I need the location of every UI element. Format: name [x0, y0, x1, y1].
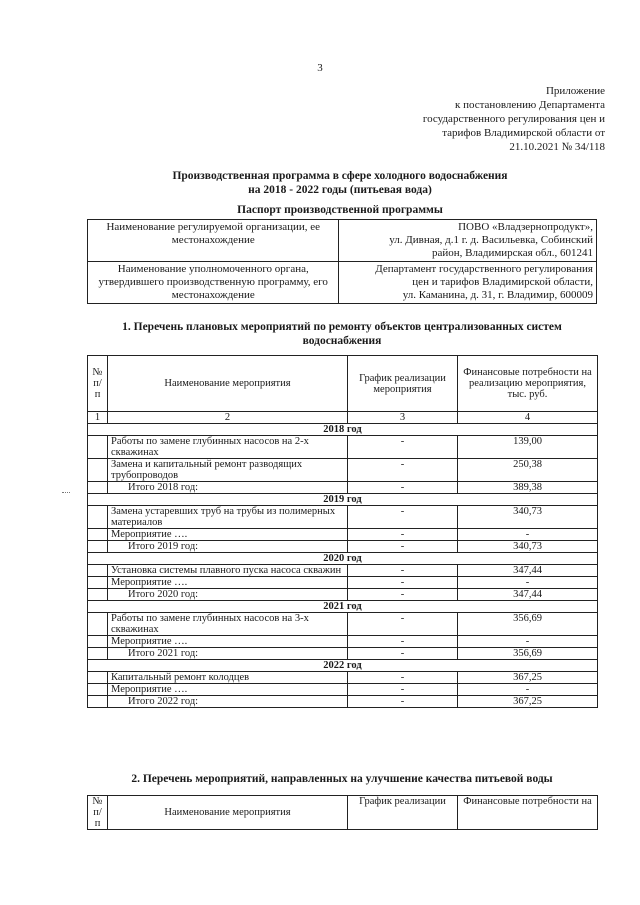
- appendix-line: к постановлению Департамента: [454, 99, 605, 111]
- appendix-line: государственного регулирования цен и: [422, 113, 605, 125]
- table-row: Капитальный ремонт колодцев - 367,25: [88, 672, 598, 684]
- total-row: Итого 2019 год: - 340,73: [88, 541, 598, 553]
- table-row: Замена устаревших труб на трубы из полимерных материалов - 340,73: [88, 506, 598, 529]
- section1-table: [87, 355, 598, 708]
- table-row: Работы по замене глубинных насосов на 3-х скважинах - 356,69: [88, 613, 598, 636]
- year-row: 2019 год: [88, 494, 598, 506]
- passport-row: [88, 262, 597, 304]
- header-schedule: График реализации: [348, 796, 458, 830]
- section1-title: 1. Перечень плановых мероприятий по ремонту объектов централизованных систем водоснабжения: [122, 321, 562, 347]
- passport-label: Наименование уполномоченного органа, утвердившего производственную программу, его местонахождение: [88, 262, 339, 304]
- header-finance: Финансовые потребности на реализацию мероприятия, тыс. руб.: [458, 356, 598, 412]
- table-row: Мероприятие …. - -: [88, 684, 598, 696]
- header-name: Наименование мероприятия: [108, 796, 348, 830]
- year-row: 2018 год: [88, 424, 598, 436]
- table-row: Мероприятие …. - -: [88, 636, 598, 648]
- passport-value: ПОВО «Владзернопродукт», ул. Дивная, д.1 г. д. Васильевка, Собинский район, Владимирская обл., 601241: [339, 220, 597, 262]
- appendix-line: 21.10.2021 № 34/118: [509, 141, 605, 153]
- title-line-2: на 2018 - 2022 годы (питьевая вода): [248, 184, 432, 196]
- passport-heading: Паспорт производственной программы: [237, 204, 443, 216]
- table-header-row: [88, 796, 598, 830]
- year-row: 2020 год: [88, 553, 598, 565]
- total-row: Итого 2018 год: - 389,38: [88, 482, 598, 494]
- document-title: [90, 169, 590, 197]
- passport-value: Департамент государственного регулирования цен и тарифов Владимирской области, ул. Каманина, д. 31, г. Владимир, 600009: [339, 262, 597, 304]
- header-schedule: График реализации мероприятия: [348, 356, 458, 412]
- table-row: Установка системы плавного пуска насоса скважин - 347,44: [88, 565, 598, 577]
- section2-title: 2. Перечень мероприятий, направленных на улучшение качества питьевой воды: [131, 773, 553, 785]
- margin-mark: [62, 492, 70, 494]
- total-row: Итого 2022 год: - 367,25: [88, 696, 598, 708]
- table-row: Замена и капитальный ремонт разводящих трубопроводов - 250,38: [88, 459, 598, 482]
- total-row: Итого 2020 год: - 347,44: [88, 589, 598, 601]
- appendix-line: тарифов Владимирской области от: [442, 127, 605, 139]
- column-numbers-row: 1 2 3 4: [88, 412, 598, 424]
- table-header-row: [88, 356, 598, 412]
- header-finance: Финансовые потребности на: [458, 796, 598, 830]
- total-row: Итого 2021 год: - 356,69: [88, 648, 598, 660]
- page-number: 3: [317, 62, 323, 74]
- year-row: 2022 год: [88, 660, 598, 672]
- year-row: 2021 год: [88, 601, 598, 613]
- header-num: № п/п: [88, 796, 108, 830]
- section2-table: [87, 795, 598, 830]
- header-name: Наименование мероприятия: [108, 356, 348, 412]
- table-row: Мероприятие …. - -: [88, 529, 598, 541]
- table-row: Мероприятие …. - -: [88, 577, 598, 589]
- passport-row: [88, 220, 597, 262]
- header-num: № п/п: [88, 356, 108, 412]
- table-row: Работы по замене глубинных насосов на 2-х скважинах - 139,00: [88, 436, 598, 459]
- appendix-block: [380, 84, 605, 154]
- passport-table: [87, 219, 597, 304]
- appendix-line: Приложение: [545, 85, 605, 97]
- title-line-1: Производственная программа в сфере холодного водоснабжения: [172, 170, 508, 182]
- passport-label: Наименование регулируемой организации, ее местонахождение: [88, 220, 339, 262]
